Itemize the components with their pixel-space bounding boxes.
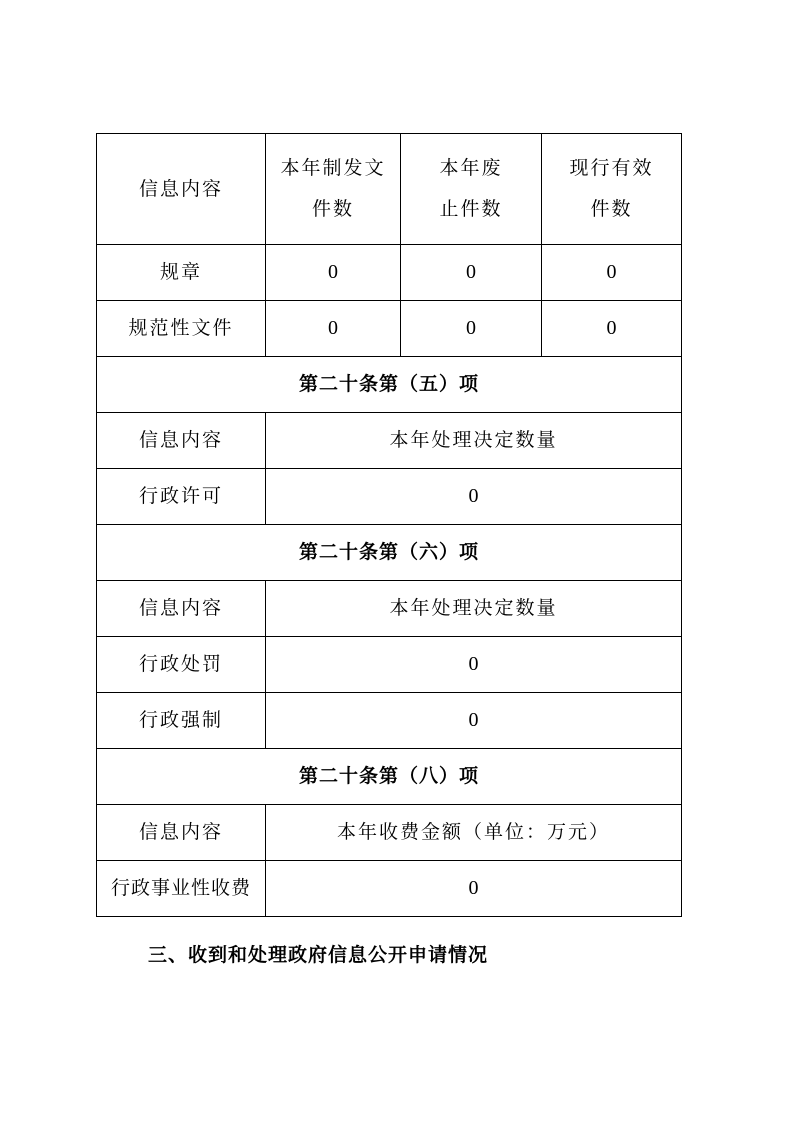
section-title-row xyxy=(97,357,682,413)
table-subheader-row xyxy=(97,413,682,469)
cell-value: 0 xyxy=(266,469,682,525)
subheader-info-content: 信息内容 xyxy=(97,805,266,861)
disclosure-table xyxy=(96,133,682,917)
cell-issued: 0 xyxy=(266,245,401,301)
row-label: 行政事业性收费 xyxy=(97,861,266,917)
subheader-info-content: 信息内容 xyxy=(97,413,266,469)
cell-value: 0 xyxy=(266,637,682,693)
table-row xyxy=(97,637,682,693)
subheader-value: 本年收费金额（单位：万元） xyxy=(266,805,682,861)
cell-value: 0 xyxy=(266,693,682,749)
header-issued: 本年制发文件数 xyxy=(266,134,401,245)
header-valid: 现行有效件数 xyxy=(542,134,682,245)
table-subheader-row xyxy=(97,805,682,861)
header-info-content: 信息内容 xyxy=(97,134,266,245)
header-abolished: 本年废止件数 xyxy=(401,134,542,245)
section-heading: 三、收到和处理政府信息公开申请情况 xyxy=(148,944,489,966)
section-title: 第二十条第（五）项 xyxy=(97,357,682,413)
cell-valid: 0 xyxy=(542,245,682,301)
cell-issued: 0 xyxy=(266,301,401,357)
row-label: 规范性文件 xyxy=(97,301,266,357)
table-row xyxy=(97,861,682,917)
subheader-value: 本年处理决定数量 xyxy=(266,413,682,469)
table-row xyxy=(97,301,682,357)
row-label: 行政强制 xyxy=(97,693,266,749)
table-header-row xyxy=(97,134,682,245)
row-label: 行政处罚 xyxy=(97,637,266,693)
row-label: 规章 xyxy=(97,245,266,301)
subheader-info-content: 信息内容 xyxy=(97,581,266,637)
cell-valid: 0 xyxy=(542,301,682,357)
cell-value: 0 xyxy=(266,861,682,917)
row-label: 行政许可 xyxy=(97,469,266,525)
table-subheader-row xyxy=(97,581,682,637)
subheader-value: 本年处理决定数量 xyxy=(266,581,682,637)
section-title: 第二十条第（六）项 xyxy=(97,525,682,581)
table-row xyxy=(97,245,682,301)
cell-abolished: 0 xyxy=(401,245,542,301)
section-title-row xyxy=(97,749,682,805)
table-row xyxy=(97,693,682,749)
table-row xyxy=(97,469,682,525)
cell-abolished: 0 xyxy=(401,301,542,357)
section-title: 第二十条第（八）项 xyxy=(97,749,682,805)
section-title-row xyxy=(97,525,682,581)
